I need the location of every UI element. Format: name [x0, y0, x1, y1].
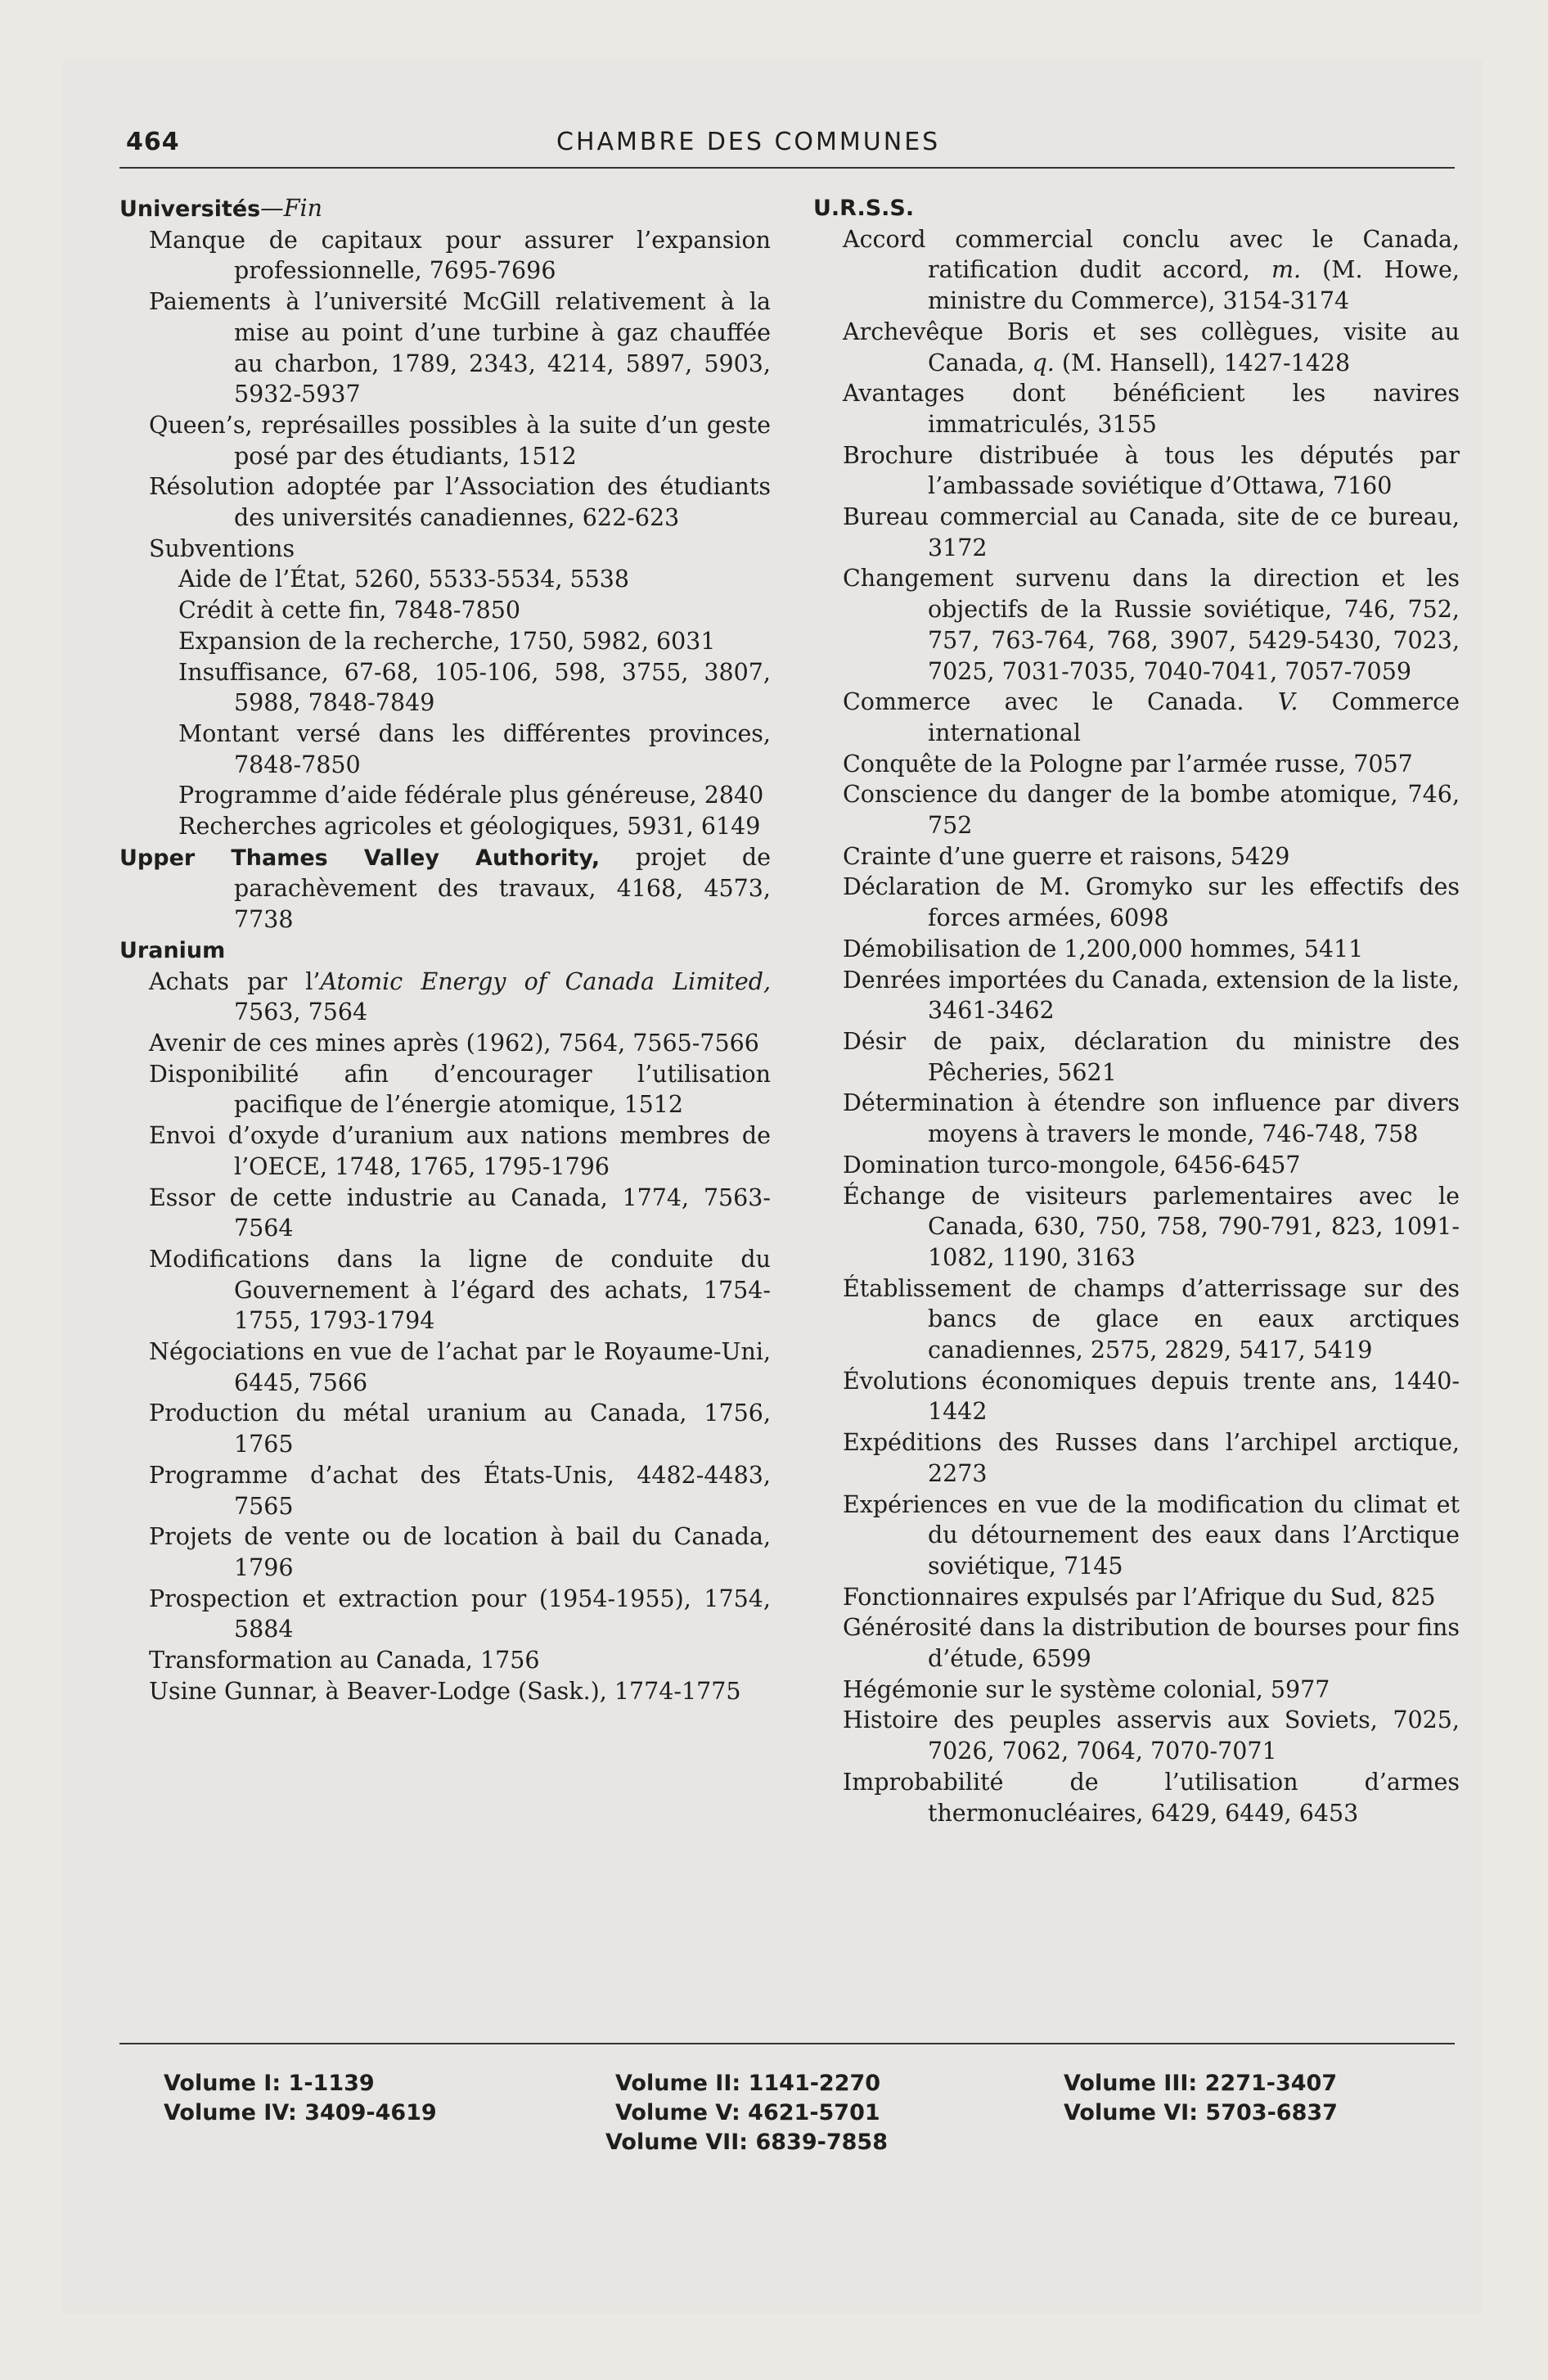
index-entry: Négociations en vue de l’achat par le Royaume-Uni, 6445, 7566: [149, 1338, 771, 1396]
index-entry: Commerce avec le Canada. V. Commerce international: [843, 688, 1460, 746]
index-entry: Improbabilité de l’utilisation d’armes thermonucléaires, 6429, 6449, 6453: [843, 1768, 1460, 1827]
index-entry: Changement survenu dans la direction et les objectifs de la Russie soviétique, 746, 752, 757, 763-764, 768, 3907, 5429-5430, 7023, 7025, 7031-7035, 7040-7041, 7057-7059: [843, 565, 1460, 685]
index-heading-uranium: Uranium: [119, 937, 226, 963]
index-entry: Avantages dont bénéficient les navires immatriculés, 3155: [843, 380, 1460, 438]
index-entry: Disponibilité afin d’encourager l’utilisation pacifique de l’énergie atomique, 1512: [149, 1060, 771, 1119]
index-entry: Déclaration de M. Gromyko sur les effectifs des forces armées, 6098: [843, 873, 1460, 932]
index-entry: Achats par l’Atomic Energy of Canada Limited, 7563, 7564: [149, 967, 772, 1026]
index-entry: Bureau commercial au Canada, site de ce bureau, 3172: [843, 503, 1460, 561]
index-subentry: Crédit à cette fin, 7848-7850: [178, 597, 521, 624]
volume-range: Volume VI: 5703-6837: [1064, 2100, 1338, 2125]
index-subentry: Programme d’aide fédérale plus généreuse, 2840: [178, 782, 764, 809]
index-entry: Résolution adoptée par l’Association des étudiants des universités canadiennes, 622-623: [149, 473, 771, 532]
index-entry: Domination turco-mongole, 6456-6457: [843, 1151, 1301, 1179]
index-entry: Prospection et extraction pour (1954-1955), 1754, 5884: [149, 1584, 771, 1643]
index-entry: Brochure distribuée à tous les députés par l’ambassade soviétique d’Ottawa, 7160: [843, 441, 1460, 500]
volume-range: Volume II: 1141-2270: [615, 2071, 881, 2096]
index-subentry: Montant versé dans les différentes provinces, 7848-7850: [178, 719, 771, 778]
index-entry: Envoi d’oxyde d’uranium aux nations membres de l’OECE, 1748, 1765, 1795-1796: [149, 1122, 771, 1180]
index-heading-universites: Universités—Fin: [119, 195, 322, 222]
index-entry: Avenir de ces mines après (1962), 7564, 7565-7566: [149, 1029, 759, 1057]
index-subentry: Aide de l’État, 5260, 5533-5534, 5538: [178, 566, 630, 593]
index-subentry: Insuffisance, 67-68, 105-106, 598, 3755, 3807, 5988, 7848-7849: [178, 658, 771, 717]
index-entry: Subventions: [149, 534, 295, 562]
index-heading-upper-thames: Upper Thames Valley Authority, projet de parachèvement des travaux, 4168, 4573, 7738: [119, 843, 771, 934]
index-entry: Démobilisation de 1,200,000 hommes, 5411: [843, 935, 1364, 962]
index-entry: Établissement de champs d’atterrissage sur des bancs de glace en eaux arctiques canadiennes, 2575, 2829, 5417, 5419: [843, 1274, 1460, 1364]
index-entry: Accord commercial conclu avec le Canada, ratification dudit accord, m. (M. Howe, ministre du Commerce), 3154-3174: [843, 225, 1460, 315]
left-column: [119, 193, 771, 1706]
index-entry: Évolutions économiques depuis trente ans, 1440-1442: [843, 1367, 1460, 1426]
index-entry: Archevêque Boris et ses collègues, visite au Canada, q. (M. Hansell), 1427-1428: [843, 318, 1460, 376]
index-subentry: Expansion de la recherche, 1750, 5982, 6031: [178, 627, 716, 655]
index-entry: Usine Gunnar, à Beaver-Lodge (Sask.), 1774-1775: [149, 1677, 741, 1705]
index-entry: Transformation au Canada, 1756: [149, 1647, 540, 1675]
index-entry: Fonctionnaires expulsés par l’Afrique du Sud, 825: [843, 1583, 1436, 1611]
header-rule: [119, 167, 1455, 169]
footer-rule: [119, 2043, 1455, 2044]
index-entry: Queen’s, représailles possibles à la suite d’un geste posé par des étudiants, 1512: [149, 411, 771, 470]
index-entry: Expéditions des Russes dans l’archipel arctique, 2273: [843, 1429, 1460, 1487]
index-entry: Échange de visiteurs parlementaires avec le Canada, 630, 750, 758, 790-791, 823, 1091-1082, 1190, 3163: [843, 1182, 1460, 1271]
index-entry: Crainte d’une guerre et raisons, 5429: [843, 842, 1290, 870]
page-number: 464: [126, 128, 180, 156]
volume-range: Volume VII: 6839-7858: [605, 2130, 888, 2155]
index-subentry: Recherches agricoles et géologiques, 5931, 6149: [178, 813, 761, 841]
index-entry: Générosité dans la distribution de bourses pour fins d’étude, 6599: [843, 1614, 1460, 1673]
index-entry: Détermination à étendre son influence par divers moyens à travers le monde, 746-748, 758: [843, 1089, 1460, 1148]
index-heading-urss: U.R.S.S.: [813, 196, 915, 221]
index-entry: Modifications dans la ligne de conduite du Gouvernement à l’égard des achats, 1754-1755, 1793-1794: [149, 1245, 771, 1335]
page-title: CHAMBRE DES COMMUNES: [556, 128, 941, 156]
index-entry: Désir de paix, déclaration du ministre des Pêcheries, 5621: [843, 1027, 1460, 1086]
volume-range: Volume V: 4621-5701: [615, 2100, 880, 2125]
index-entry: Conquête de la Pologne par l’armée russe, 7057: [843, 750, 1413, 778]
index-entry: Programme d’achat des États-Unis, 4482-4483, 7565: [149, 1461, 771, 1520]
index-entry: Essor de cette industrie au Canada, 1774, 7563-7564: [149, 1183, 771, 1242]
right-column: [813, 193, 1460, 1828]
index-entry: Projets de vente ou de location à bail du Canada, 1796: [149, 1523, 771, 1581]
index-entry: Conscience du danger de la bombe atomique, 746, 752: [843, 781, 1460, 840]
volume-range: Volume I: 1-1139: [164, 2071, 375, 2096]
index-entry: Production du métal uranium au Canada, 1756, 1765: [149, 1400, 771, 1458]
index-entry: Manque de capitaux pour assurer l’expansion professionnelle, 7695-7696: [149, 226, 771, 285]
volume-range: Volume IV: 3409-4619: [164, 2100, 437, 2125]
index-entry: Denrées importées du Canada, extension de la liste, 3461-3462: [843, 966, 1460, 1025]
index-entry: Expériences en vue de la modification du climat et du détournement des eaux dans l’Arctique soviétique, 7145: [843, 1490, 1460, 1580]
volume-range: Volume III: 2271-3407: [1064, 2071, 1338, 2096]
index-entry: Histoire des peuples asservis aux Soviets, 7025, 7026, 7062, 7064, 7070-7071: [843, 1706, 1460, 1765]
index-entry: Hégémonie sur le système colonial, 5977: [843, 1675, 1330, 1703]
index-entry: Paiements à l’université McGill relativement à la mise au point d’une turbine à gaz chauffée au charbon, 1789, 2343, 4214, 5897, 5903, 5932-5937: [149, 288, 771, 408]
